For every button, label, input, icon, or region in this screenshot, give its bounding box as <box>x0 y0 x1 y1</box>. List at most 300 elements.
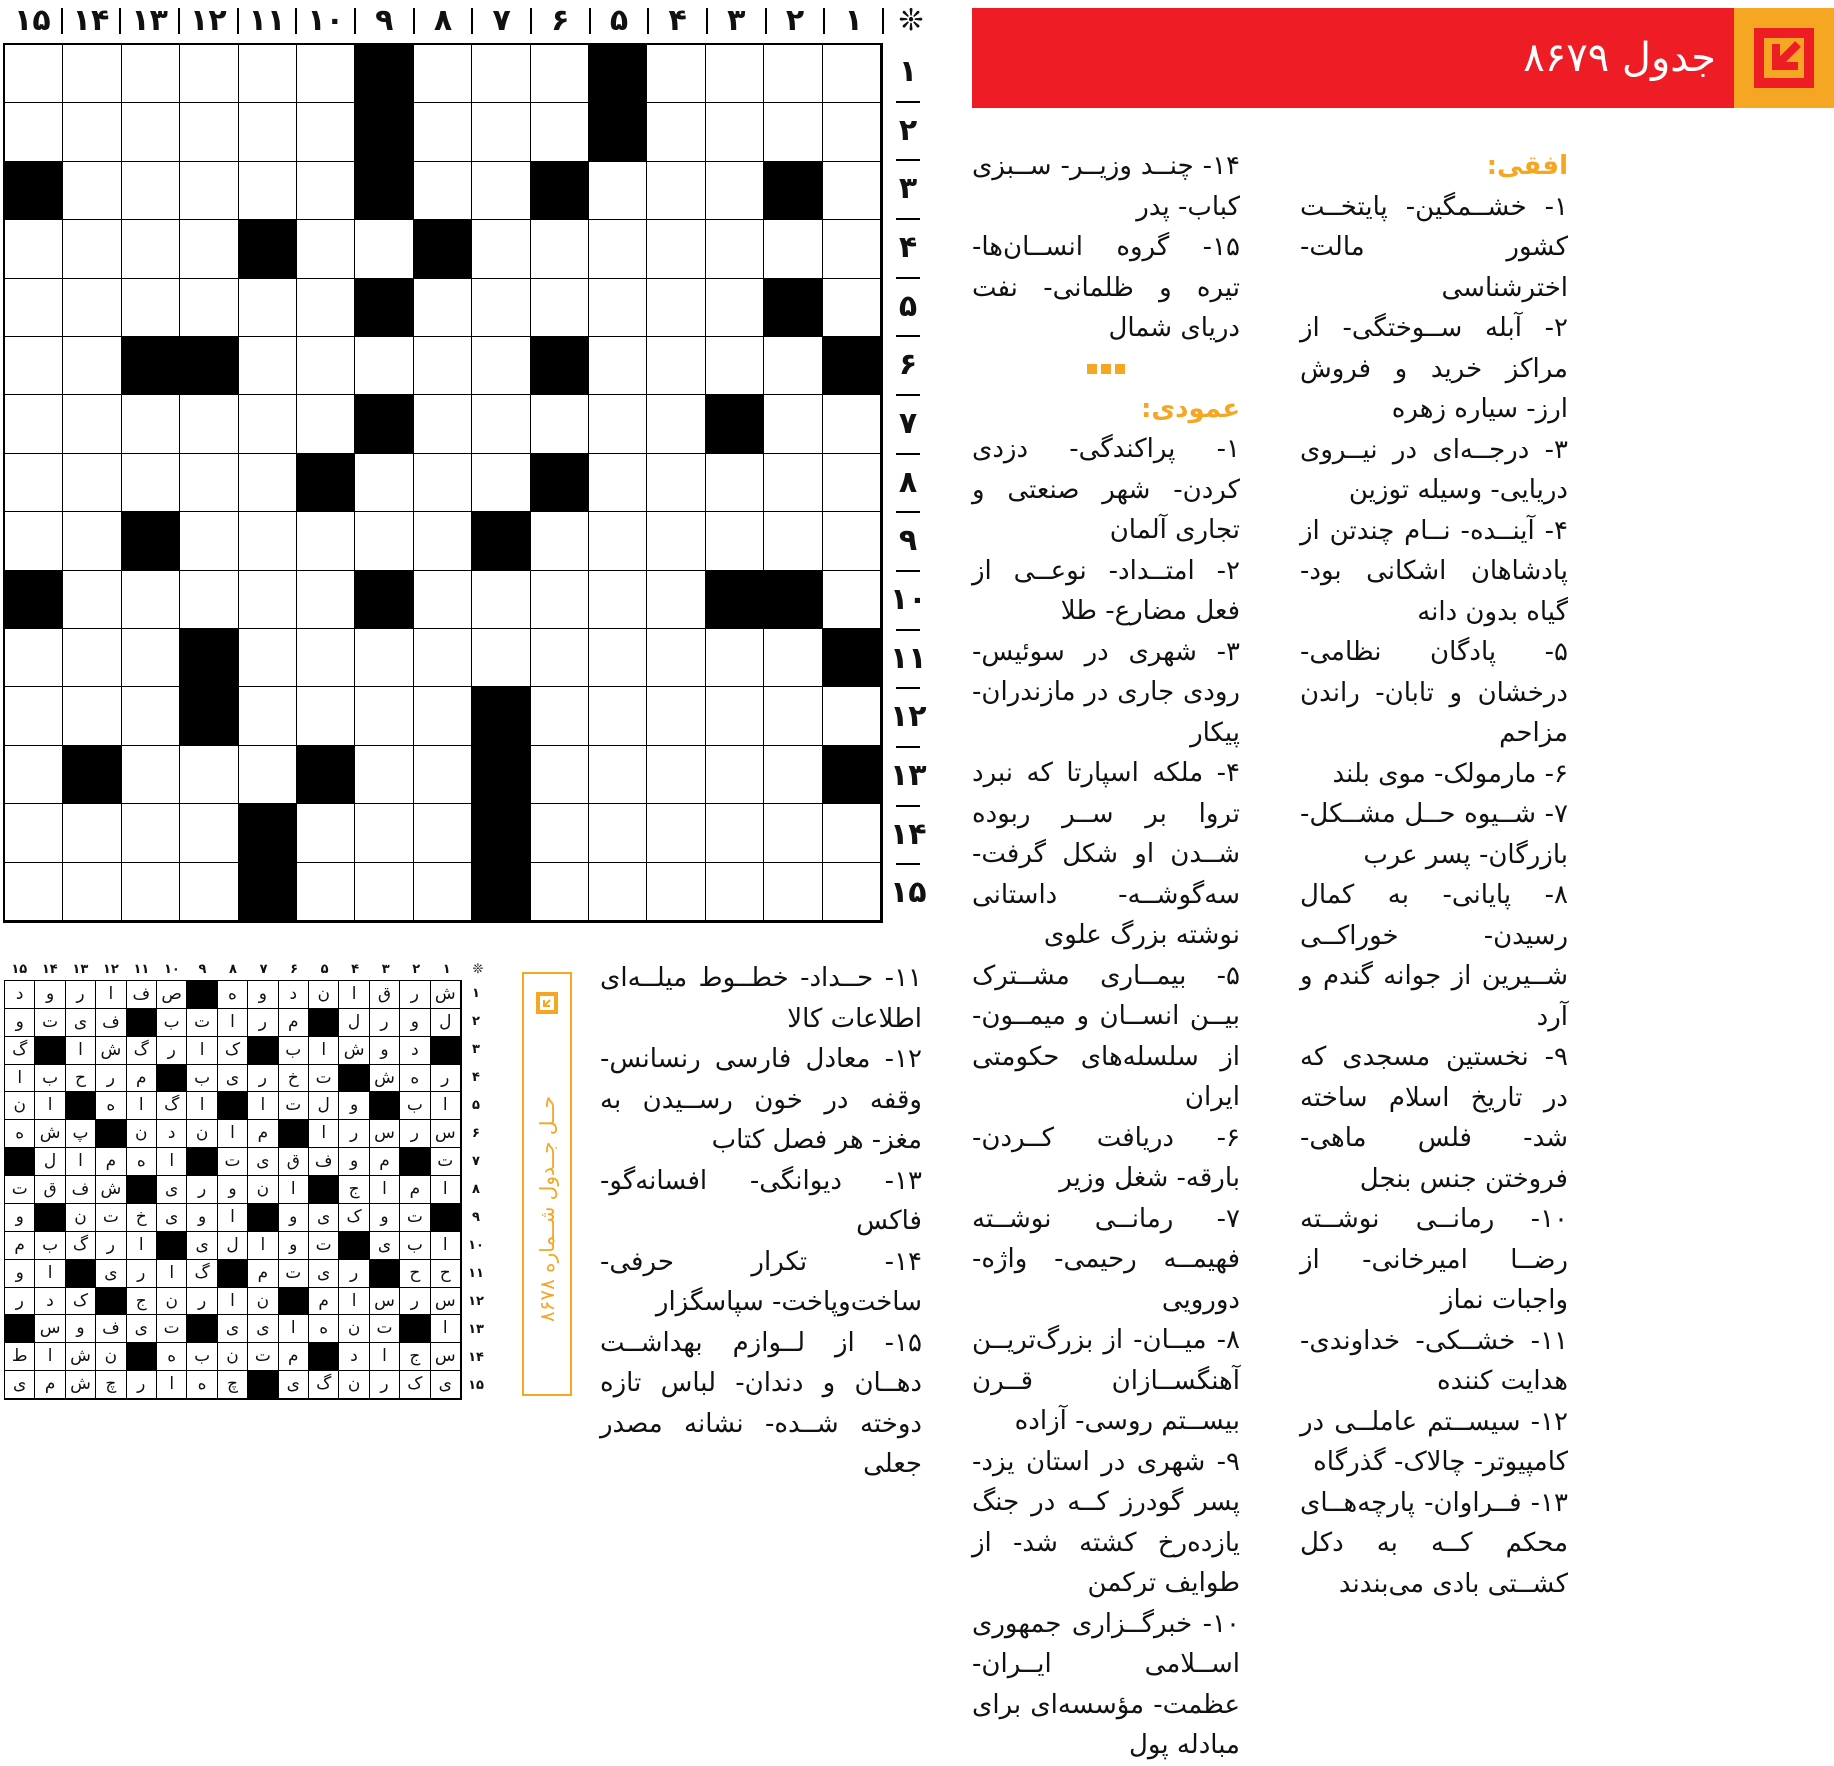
grid-cell[interactable] <box>63 337 121 395</box>
grid-cell[interactable] <box>297 220 355 278</box>
grid-cell[interactable] <box>706 629 764 687</box>
solution-black-cell <box>127 1009 157 1037</box>
solution-cell: ا <box>157 1148 187 1176</box>
grid-cell[interactable] <box>764 746 822 804</box>
grid-cell[interactable] <box>647 863 705 921</box>
grid-cell[interactable] <box>647 279 705 337</box>
grid-cell[interactable] <box>823 103 881 161</box>
solution-cell: ا <box>127 1232 157 1260</box>
solution-black-cell <box>218 1260 248 1288</box>
grid-cell[interactable] <box>414 103 472 161</box>
grid-cell[interactable] <box>355 629 413 687</box>
column-numbers <box>3 2 933 40</box>
grid-cell[interactable] <box>647 45 705 103</box>
grid-cell[interactable] <box>5 863 63 921</box>
row-separator <box>896 746 920 748</box>
grid-cell[interactable] <box>180 162 238 220</box>
grid-cell[interactable] <box>239 45 297 103</box>
grid-cell[interactable] <box>180 103 238 161</box>
grid-cell[interactable] <box>297 162 355 220</box>
solution-cell: ه <box>218 981 248 1009</box>
grid-cell[interactable] <box>414 337 472 395</box>
black-cell <box>823 629 881 687</box>
grid-cell[interactable] <box>297 571 355 629</box>
solution-grid <box>4 980 462 1400</box>
vertical-clues-column-3 <box>600 958 922 1485</box>
grid-cell[interactable] <box>647 571 705 629</box>
grid-cell[interactable] <box>180 279 238 337</box>
solution-cell: ی <box>187 1232 217 1260</box>
grid-cell[interactable] <box>414 629 472 687</box>
solution-cell: ت <box>431 1148 461 1176</box>
grid-cell[interactable] <box>355 804 413 862</box>
grid-cell[interactable] <box>764 45 822 103</box>
column-number: ۳ <box>727 3 746 38</box>
solution-cell: ن <box>96 1343 126 1371</box>
grid-cell[interactable] <box>531 220 589 278</box>
grid-cell[interactable] <box>414 162 472 220</box>
row-separator <box>896 805 920 807</box>
grid-cell[interactable] <box>764 395 822 453</box>
grid-cell[interactable] <box>355 746 413 804</box>
grid-cell[interactable] <box>414 454 472 512</box>
grid-cell[interactable] <box>472 103 530 161</box>
grid-cell[interactable] <box>706 863 764 921</box>
grid-cell[interactable] <box>823 687 881 745</box>
solution-cell: ا <box>157 1260 187 1288</box>
grid-cell[interactable] <box>180 571 238 629</box>
grid-cell[interactable] <box>63 220 121 278</box>
grid-cell[interactable] <box>764 337 822 395</box>
black-cell <box>355 162 413 220</box>
black-cell <box>531 454 589 512</box>
grid-cell[interactable] <box>823 45 881 103</box>
grid-cell[interactable] <box>180 746 238 804</box>
solution-cell: و <box>279 1204 309 1232</box>
solution-cell: ن <box>127 1120 157 1148</box>
row-number: ۵ <box>898 288 918 324</box>
grid-cell[interactable] <box>122 395 180 453</box>
solution-black-cell <box>431 1204 461 1232</box>
grid-cell[interactable] <box>589 220 647 278</box>
solution-row-numbers <box>464 980 488 1400</box>
grid-cell[interactable] <box>297 687 355 745</box>
solution-cell: ا <box>35 1343 65 1371</box>
grid-cell[interactable] <box>122 45 180 103</box>
grid-cell[interactable] <box>355 687 413 745</box>
grid-cell[interactable] <box>472 220 530 278</box>
grid-cell[interactable] <box>239 454 297 512</box>
grid-cell[interactable] <box>764 629 822 687</box>
grid-cell[interactable] <box>764 454 822 512</box>
column-separator <box>237 8 239 34</box>
solution-column-number: ۱۵ <box>11 962 28 977</box>
grid-cell[interactable] <box>472 279 530 337</box>
solution-row-number: ۳ <box>472 1042 480 1057</box>
row-separator <box>896 335 920 337</box>
grid-cell[interactable] <box>239 512 297 570</box>
grid-cell[interactable] <box>297 804 355 862</box>
grid-cell[interactable] <box>647 395 705 453</box>
grid-cell[interactable] <box>63 395 121 453</box>
grid-cell[interactable] <box>706 337 764 395</box>
grid-cell[interactable] <box>764 863 822 921</box>
grid-cell[interactable] <box>239 687 297 745</box>
grid-cell[interactable] <box>647 103 705 161</box>
grid-cell[interactable] <box>297 629 355 687</box>
grid-cell[interactable] <box>63 162 121 220</box>
grid-cell[interactable] <box>355 863 413 921</box>
grid-cell[interactable] <box>63 804 121 862</box>
grid-cell[interactable] <box>764 103 822 161</box>
grid-cell[interactable] <box>63 45 121 103</box>
solution-cell: ی <box>218 1315 248 1343</box>
grid-cell[interactable] <box>63 279 121 337</box>
grid-cell[interactable] <box>414 804 472 862</box>
grid-cell[interactable] <box>472 395 530 453</box>
black-cell <box>706 395 764 453</box>
grid-cell[interactable] <box>180 395 238 453</box>
grid-cell[interactable] <box>706 512 764 570</box>
solution-black-cell <box>96 1288 126 1316</box>
solution-cell: و <box>35 981 65 1009</box>
grid-cell[interactable] <box>63 512 121 570</box>
solution-cell: چ <box>96 1371 126 1399</box>
solution-cell: ح <box>66 1065 96 1093</box>
solution-black-cell <box>309 1176 339 1204</box>
grid-cell[interactable] <box>531 512 589 570</box>
solution-cell: ق <box>370 981 400 1009</box>
grid-cell[interactable] <box>414 571 472 629</box>
grid-cell[interactable] <box>823 220 881 278</box>
grid-cell[interactable] <box>122 863 180 921</box>
grid-cell[interactable] <box>706 45 764 103</box>
grid-cell[interactable] <box>472 45 530 103</box>
grid-cell[interactable] <box>180 512 238 570</box>
grid-cell[interactable] <box>414 746 472 804</box>
grid-cell[interactable] <box>414 687 472 745</box>
grid-cell[interactable] <box>239 279 297 337</box>
grid-cell[interactable] <box>531 45 589 103</box>
grid-cell[interactable] <box>706 687 764 745</box>
column-number: ۲ <box>785 3 805 38</box>
solution-cell: ا <box>35 1260 65 1288</box>
grid-cell[interactable] <box>122 162 180 220</box>
grid-cell[interactable] <box>297 279 355 337</box>
solution-cell: ه <box>309 1315 339 1343</box>
grid-cell[interactable] <box>531 395 589 453</box>
grid-cell[interactable] <box>531 863 589 921</box>
solution-cell: س <box>431 1343 461 1371</box>
grid-cell[interactable] <box>589 629 647 687</box>
grid-cell[interactable] <box>589 279 647 337</box>
solution-cell: ب <box>400 1092 430 1120</box>
solution-cell: ر <box>96 1065 126 1093</box>
grid-cell[interactable] <box>239 746 297 804</box>
solution-cell: و <box>66 1315 96 1343</box>
row-number: ۴ <box>898 230 918 265</box>
black-cell <box>63 746 121 804</box>
solution-cell: ج <box>127 1288 157 1316</box>
grid-cell[interactable] <box>122 687 180 745</box>
vertical-clue: ۹- شهری در استان یزد- پسر گودرز کــه در جنگ یازده‌رخ کشته شد- از طوایف ترکمن <box>972 1446 1240 1598</box>
solution-row-number: ۲ <box>472 1014 480 1029</box>
solution-cell: م <box>248 1260 278 1288</box>
grid-cell[interactable] <box>63 571 121 629</box>
grid-cell[interactable] <box>122 454 180 512</box>
black-cell <box>5 571 63 629</box>
grid-cell[interactable] <box>63 863 121 921</box>
grid-cell[interactable] <box>706 279 764 337</box>
column-separator <box>765 8 767 34</box>
solution-black-cell <box>187 1148 217 1176</box>
grid-cell[interactable] <box>5 454 63 512</box>
solution-cell: ا <box>279 1176 309 1204</box>
grid-cell[interactable] <box>5 687 63 745</box>
grid-cell[interactable] <box>706 804 764 862</box>
column-separator <box>706 8 708 34</box>
grid-cell[interactable] <box>706 454 764 512</box>
column-number: ۱ <box>844 3 863 38</box>
solution-cell: ن <box>309 981 339 1009</box>
grid-cell[interactable] <box>5 746 63 804</box>
vertical-heading: عمودی: <box>1140 393 1240 424</box>
grid-cell[interactable] <box>589 571 647 629</box>
solution-row-number: ۱۱ <box>468 1266 484 1281</box>
solution-black-cell <box>157 1232 187 1260</box>
solution-cell: ا <box>96 981 126 1009</box>
solution-column-number: ۱ <box>442 962 451 977</box>
grid-cell[interactable] <box>706 220 764 278</box>
grid-cell[interactable] <box>180 804 238 862</box>
grid-cell[interactable] <box>5 804 63 862</box>
black-cell <box>180 629 238 687</box>
grid-cell[interactable] <box>63 454 121 512</box>
grid-cell[interactable] <box>5 45 63 103</box>
grid-cell[interactable] <box>706 162 764 220</box>
grid-cell[interactable] <box>823 571 881 629</box>
grid-cell[interactable] <box>823 454 881 512</box>
solution-cell: ا <box>66 1148 96 1176</box>
grid-cell[interactable] <box>531 687 589 745</box>
grid-cell[interactable] <box>823 395 881 453</box>
solution-black-cell <box>248 1037 278 1065</box>
solution-cell: م <box>370 1148 400 1176</box>
solution-cell: ف <box>127 981 157 1009</box>
solution-cell: ر <box>187 1288 217 1316</box>
grid-cell[interactable] <box>647 337 705 395</box>
solution-cell: گ <box>157 1092 187 1120</box>
grid-cell[interactable] <box>355 454 413 512</box>
solution-cell: م <box>248 1120 278 1148</box>
grid-cell[interactable] <box>355 337 413 395</box>
grid-cell[interactable] <box>414 863 472 921</box>
grid-cell[interactable] <box>5 279 63 337</box>
grid-cell[interactable] <box>823 279 881 337</box>
grid-cell[interactable] <box>239 103 297 161</box>
grid-cell[interactable] <box>180 45 238 103</box>
grid-cell[interactable] <box>647 687 705 745</box>
grid-cell[interactable] <box>647 454 705 512</box>
grid-cell[interactable] <box>823 512 881 570</box>
grid-cell[interactable] <box>589 687 647 745</box>
grid-cell[interactable] <box>355 220 413 278</box>
grid-cell[interactable] <box>297 337 355 395</box>
grid-cell[interactable] <box>414 279 472 337</box>
grid-cell[interactable] <box>297 863 355 921</box>
solution-cell: و <box>400 1009 430 1037</box>
grid-cell[interactable] <box>589 162 647 220</box>
grid-cell[interactable] <box>297 45 355 103</box>
solution-cell: ت <box>370 1315 400 1343</box>
grid-cell[interactable] <box>823 804 881 862</box>
row-number: ۱۵ <box>890 875 927 911</box>
grid-cell[interactable] <box>589 863 647 921</box>
grid-cell[interactable] <box>531 571 589 629</box>
solution-cell: گ <box>5 1037 35 1065</box>
solution-cell: ب <box>187 1065 217 1093</box>
solution-black-cell <box>279 1120 309 1148</box>
solution-cell: ف <box>96 1315 126 1343</box>
grid-cell[interactable] <box>647 162 705 220</box>
grid-cell[interactable] <box>531 103 589 161</box>
solution-cell: ب <box>35 1065 65 1093</box>
solution-cell: ت <box>248 1343 278 1371</box>
grid-cell[interactable] <box>297 395 355 453</box>
grid-cell[interactable] <box>647 804 705 862</box>
grid-cell[interactable] <box>472 629 530 687</box>
grid-cell[interactable] <box>122 571 180 629</box>
solution-row-number: ۹ <box>472 1210 480 1225</box>
grid-cell[interactable] <box>122 629 180 687</box>
solution-cell: ا <box>279 1315 309 1343</box>
grid-cell[interactable] <box>239 337 297 395</box>
solution-cell: م <box>127 1065 157 1093</box>
solution-cell: ف <box>309 1148 339 1176</box>
grid-cell[interactable] <box>122 804 180 862</box>
solution-row-number: ۱۴ <box>468 1350 484 1365</box>
grid-cell[interactable] <box>472 454 530 512</box>
solution-cell: د <box>339 1343 369 1371</box>
grid-cell[interactable] <box>823 863 881 921</box>
grid-cell[interactable] <box>589 512 647 570</box>
solution-cell: ا <box>309 1120 339 1148</box>
grid-cell[interactable] <box>589 337 647 395</box>
grid-cell[interactable] <box>764 687 822 745</box>
column-number: ۱۵ <box>14 3 51 38</box>
solution-label-box <box>522 972 572 1396</box>
grid-cell[interactable] <box>122 279 180 337</box>
grid-cell[interactable] <box>647 746 705 804</box>
grid-cell[interactable] <box>239 162 297 220</box>
solution-cell: ر <box>339 1260 369 1288</box>
solution-corner-star-icon: ❊ <box>472 962 484 977</box>
grid-cell[interactable] <box>297 103 355 161</box>
grid-cell[interactable] <box>472 162 530 220</box>
solution-cell: ف <box>96 1009 126 1037</box>
grid-cell[interactable] <box>472 571 530 629</box>
solution-cell: و <box>248 981 278 1009</box>
horizontal-clues-column-1 <box>1300 146 1568 1604</box>
column-separator <box>589 8 591 34</box>
grid-cell[interactable] <box>647 220 705 278</box>
grid-cell[interactable] <box>239 629 297 687</box>
grid-cell[interactable] <box>589 395 647 453</box>
solution-black-cell <box>127 1176 157 1204</box>
solution-cell: ا <box>5 1065 35 1093</box>
solution-row-number: ۱۵ <box>468 1378 484 1393</box>
grid-cell[interactable] <box>531 746 589 804</box>
grid-cell[interactable] <box>5 512 63 570</box>
grid-cell[interactable] <box>531 279 589 337</box>
grid-cell[interactable] <box>764 804 822 862</box>
grid-cell[interactable] <box>180 454 238 512</box>
grid-cell[interactable] <box>706 746 764 804</box>
grid-cell[interactable] <box>297 512 355 570</box>
grid-cell[interactable] <box>63 687 121 745</box>
solution-cell: د <box>400 1037 430 1065</box>
grid-cell[interactable] <box>5 395 63 453</box>
grid-cell[interactable] <box>589 454 647 512</box>
solution-cell: ن <box>218 1343 248 1371</box>
grid-cell[interactable] <box>764 220 822 278</box>
black-cell <box>297 746 355 804</box>
grid-cell[interactable] <box>5 103 63 161</box>
grid-cell[interactable] <box>823 162 881 220</box>
horizontal-clue: ۸- پایانی- به کمال رسیدن- خوراکــی شــیرین از جوانه گندم و آرد <box>1300 880 1568 1032</box>
solution-black-cell <box>187 981 217 1009</box>
black-cell <box>706 571 764 629</box>
grid-cell[interactable] <box>180 220 238 278</box>
solution-cell: ی <box>66 1009 96 1037</box>
solution-cell: ص <box>157 981 187 1009</box>
grid-cell[interactable] <box>355 512 413 570</box>
grid-cell[interactable] <box>122 746 180 804</box>
grid-cell[interactable] <box>5 337 63 395</box>
grid-cell[interactable] <box>764 512 822 570</box>
grid-cell[interactable] <box>531 804 589 862</box>
grid-cell[interactable] <box>63 103 121 161</box>
grid-cell[interactable] <box>414 45 472 103</box>
solution-black-cell <box>248 1204 278 1232</box>
grid-cell[interactable] <box>589 746 647 804</box>
grid-cell[interactable] <box>180 863 238 921</box>
grid-cell[interactable] <box>122 103 180 161</box>
vertical-clue: ۶- دریافت کــردن- بارقه- شغل وزیر <box>972 1122 1240 1193</box>
grid-cell[interactable] <box>589 804 647 862</box>
solution-cell: ا <box>218 1288 248 1316</box>
grid-cell[interactable] <box>5 629 63 687</box>
vertical-clue: ۲- امتــداد- نوعــی از فعل مضارع- طلا <box>972 555 1240 626</box>
grid-cell[interactable] <box>531 629 589 687</box>
grid-cell[interactable] <box>647 629 705 687</box>
grid-cell[interactable] <box>239 395 297 453</box>
solution-black-cell <box>339 1065 369 1093</box>
grid-cell[interactable] <box>647 512 705 570</box>
grid-cell[interactable] <box>472 337 530 395</box>
grid-cell[interactable] <box>414 395 472 453</box>
grid-cell[interactable] <box>239 571 297 629</box>
grid-cell[interactable] <box>414 512 472 570</box>
black-cell <box>823 746 881 804</box>
black-cell <box>589 45 647 103</box>
column-number: ۸ <box>433 3 453 38</box>
solution-cell: م <box>400 1176 430 1204</box>
grid-cell[interactable] <box>706 103 764 161</box>
grid-cell[interactable] <box>5 220 63 278</box>
grid-cell[interactable] <box>63 629 121 687</box>
grid-cell[interactable] <box>122 220 180 278</box>
